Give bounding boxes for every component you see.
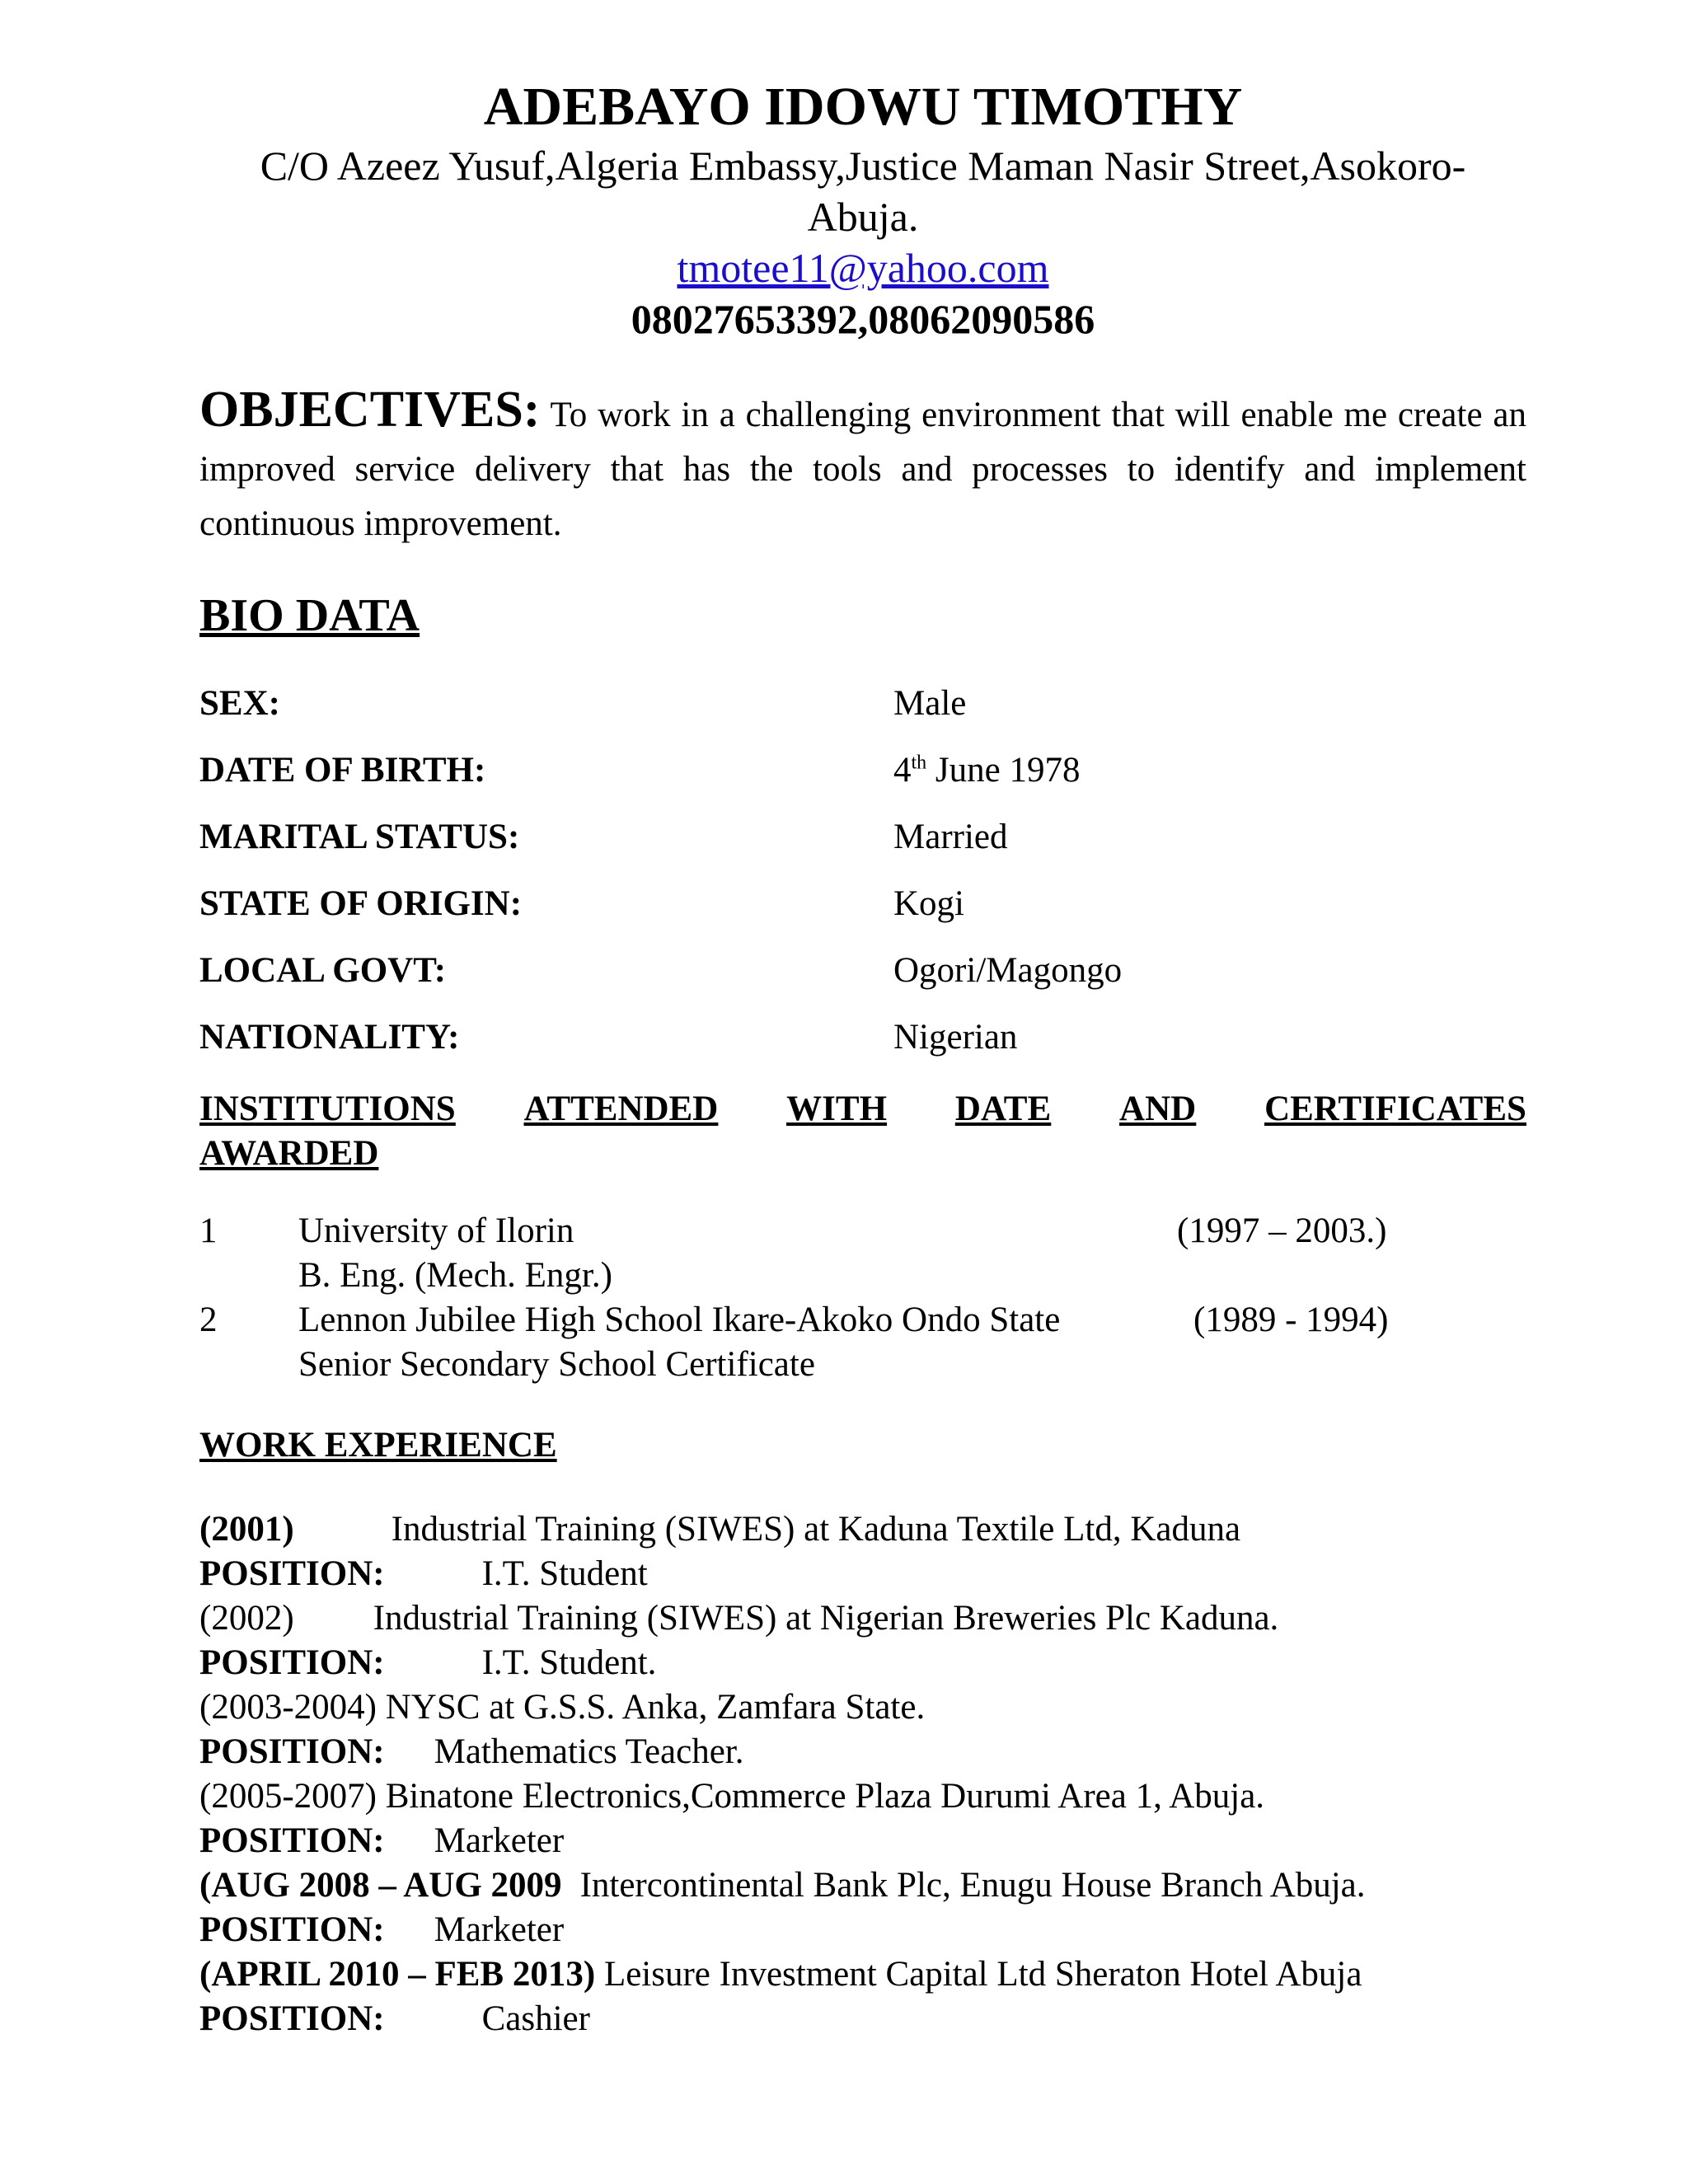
position-value: I.T. Student (481, 1554, 648, 1593)
work-period: (2002) (199, 1599, 294, 1638)
work-entry (199, 1952, 1526, 1997)
bio-value: Kogi (893, 884, 964, 923)
bio-label: NATIONALITY: (199, 1018, 460, 1057)
institutions-list (199, 1209, 1526, 1387)
work-experience-heading: WORK EXPERIENCE (199, 1426, 557, 1465)
work-description: Industrial Training (SIWES) at Nigerian Breweries Plc Kaduna. (373, 1599, 1279, 1638)
bio-data-heading: BIO DATA (199, 590, 420, 641)
dob-day-suffix: th (911, 752, 927, 774)
work-entry (199, 1685, 1526, 1730)
bio-label: LOCAL GOVT: (199, 951, 447, 990)
dob-day: 4 (893, 751, 912, 790)
institution-details (298, 1209, 1526, 1298)
work-description: Intercontinental Bank Plc, Enugu House Branch Abuja. (579, 1866, 1366, 1905)
position-label: POSITION: (199, 1732, 385, 1771)
address-line-1: C/O Azeez Yusuf,Algeria Embassy,Justice Maman Nasir Street,Asokoro- (260, 143, 1466, 189)
bio-value: Male (893, 684, 967, 723)
position-value: Cashier (481, 1999, 590, 2038)
work-entry (199, 1507, 1526, 1552)
work-period: (2001) (199, 1510, 294, 1549)
bio-row-state-of-origin (199, 870, 1526, 937)
item-number: 2 (199, 1301, 218, 1339)
heading-word: ATTENDED (523, 1090, 719, 1128)
work-position (199, 1997, 1526, 2041)
position-label: POSITION: (199, 1821, 385, 1860)
work-description: Leisure Investment Capital Ltd Sheraton Hotel Abuja (603, 1955, 1362, 1994)
work-period: (2003-2004) (199, 1688, 377, 1727)
contact-header (199, 74, 1526, 344)
work-position (199, 1641, 1526, 1685)
position-label: POSITION: (199, 1554, 385, 1593)
bio-label: DATE OF BIRTH: (199, 751, 486, 790)
position-value: Marketer (434, 1821, 565, 1860)
resume (199, 74, 1526, 2041)
institution-details (298, 1298, 1526, 1387)
bio-row-date-of-birth (199, 737, 1526, 804)
work-position (199, 1552, 1526, 1596)
bio-value: Nigerian (893, 1018, 1018, 1057)
work-position (199, 1819, 1526, 1863)
work-entry (199, 1596, 1526, 1641)
objectives-section (199, 382, 1526, 551)
work-description: Industrial Training (SIWES) at Kaduna Textile Ltd, Kaduna (391, 1510, 1241, 1549)
institutions-heading-line-2: AWARDED (199, 1134, 379, 1173)
position-value: Marketer (434, 1910, 565, 1949)
position-label: POSITION: (199, 1643, 385, 1682)
work-period: (AUG 2008 – AUG 2009 (199, 1866, 562, 1905)
bio-data-table (199, 670, 1526, 1071)
work-entry (199, 1774, 1526, 1819)
heading-word: INSTITUTIONS (199, 1090, 456, 1128)
heading-word: WITH (786, 1090, 888, 1128)
bio-row-sex (199, 670, 1526, 737)
item-number: 1 (199, 1212, 218, 1250)
bio-value: Married (893, 818, 1008, 856)
certificate: B. Eng. (Mech. Engr.) (298, 1256, 612, 1295)
institution-years: (1997 – 2003.) (1177, 1212, 1387, 1250)
position-value: Mathematics Teacher. (434, 1732, 744, 1771)
applicant-name: ADEBAYO IDOWU TIMOTHY (483, 77, 1243, 137)
work-position (199, 1730, 1526, 1774)
institution-years: (1989 - 1994) (1193, 1301, 1389, 1339)
email-link[interactable]: tmotee11@yahoo.com (677, 245, 1049, 291)
list-item (199, 1209, 1526, 1298)
bio-value (893, 750, 1526, 790)
position-value: I.T. Student. (481, 1643, 657, 1682)
work-position (199, 1908, 1526, 1952)
position-label: POSITION: (199, 1910, 385, 1949)
bio-label: MARITAL STATUS: (199, 818, 520, 856)
phone-numbers: 08027653392,08062090586 (631, 296, 1095, 342)
bio-value: Ogori/Magongo (893, 951, 1123, 990)
address-line-2: Abuja. (807, 194, 919, 240)
objectives-label: OBJECTIVES: (199, 382, 541, 438)
objectives-text: To work in a challenging environment that will enable me create an improved service delivery that has the tools and processes to identify and implement continuous improvement. (199, 396, 1526, 543)
institution-name: University of Ilorin (298, 1212, 574, 1250)
institutions-heading-line-1 (199, 1087, 1526, 1132)
work-entry (199, 1863, 1526, 1908)
bio-row-marital-status (199, 804, 1526, 870)
work-description: Binatone Electronics,Commerce Plaza Durumi Area 1, Abuja. (385, 1777, 1265, 1816)
work-description: NYSC at G.S.S. Anka, Zamfara State. (385, 1688, 926, 1727)
dob-month-year: June 1978 (926, 751, 1081, 790)
work-period: (APRIL 2010 – FEB 2013) (199, 1955, 596, 1994)
heading-word: CERTIFICATES (1264, 1090, 1526, 1128)
work-period: (2005-2007) (199, 1777, 377, 1816)
heading-word: AND (1119, 1090, 1197, 1128)
bio-label: STATE OF ORIGIN: (199, 884, 523, 923)
certificate: Senior Secondary School Certificate (298, 1345, 815, 1384)
work-experience-list (199, 1507, 1526, 2041)
institution-name: Lennon Jubilee High School Ikare-Akoko Ondo State (298, 1301, 1061, 1339)
list-item (199, 1298, 1526, 1387)
heading-word: DATE (954, 1090, 1052, 1128)
position-label: POSITION: (199, 1999, 385, 2038)
bio-label: SEX: (199, 684, 280, 723)
institutions-heading (199, 1087, 1526, 1176)
bio-row-nationality (199, 1004, 1526, 1071)
bio-row-local-govt (199, 937, 1526, 1004)
